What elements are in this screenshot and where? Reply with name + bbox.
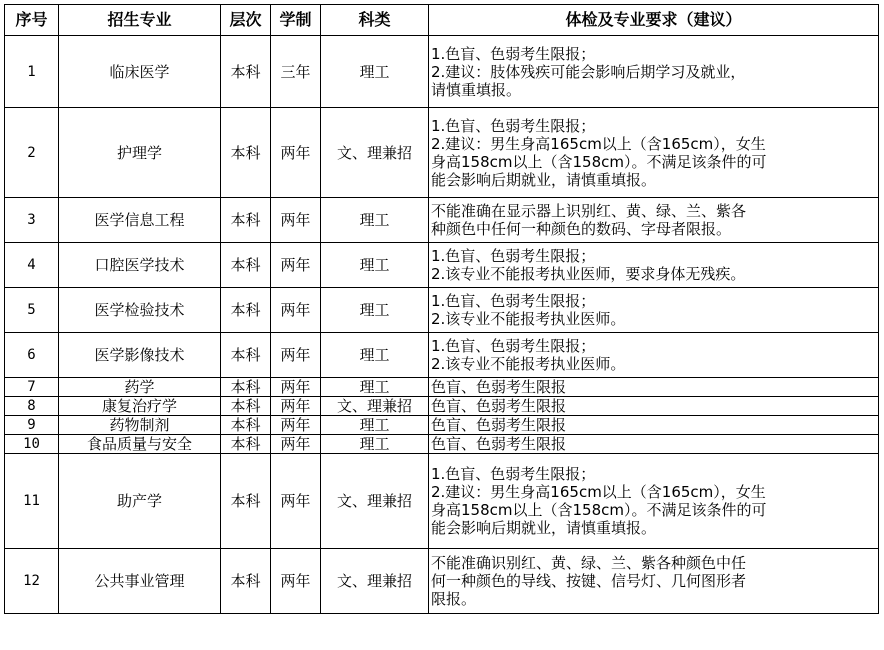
table-row [5,198,879,243]
requirement-line: 身高158cm以上（含158cm）。不满足该条件的可 [431,152,767,171]
table-row [5,243,879,288]
cell-years: 两年 [271,549,321,614]
cell-level: 本科 [221,243,271,288]
cell-category: 理工 [321,243,429,288]
cell-major: 临床医学 [59,36,221,108]
cell-category: 文、理兼招 [321,549,429,614]
table-row [5,454,879,549]
cell-years: 两年 [271,198,321,243]
cell-level: 本科 [221,454,271,549]
table-row [5,333,879,378]
header-row [5,5,879,36]
requirement-line: 能会影响后期就业，请慎重填报。 [431,170,657,189]
cell-years: 两年 [271,333,321,378]
requirement-line: 色盲、色弱考生限报 [431,435,567,453]
cell-major: 药物制剂 [59,416,221,435]
header-cell-requirements: 体检及专业要求（建议） [429,5,879,36]
cell-major: 口腔医学技术 [59,243,221,288]
cell-years: 两年 [271,108,321,198]
cell-category: 理工 [321,288,429,333]
header-cell-level: 层次 [221,5,271,36]
cell-category: 理工 [321,333,429,378]
cell-requirements [429,198,879,243]
requirement-line: 2.该专业不能报考执业医师，要求身体无残疾。 [431,265,746,283]
cell-requirements [429,435,879,454]
cell-requirements [429,108,879,198]
admissions-table-container [4,4,878,614]
cell-level: 本科 [221,397,271,416]
cell-major: 食品质量与安全 [59,435,221,454]
table-row [5,108,879,198]
cell-level: 本科 [221,108,271,198]
cell-years: 两年 [271,243,321,288]
cell-level: 本科 [221,416,271,435]
cell-level: 本科 [221,288,271,333]
requirement-line: 2.建议：肢体残疾可能会影响后期学习及就业， [431,62,746,81]
requirement-line: 不能准确在显示器上识别红、黄、绿、兰、紫各 [431,202,747,220]
requirement-line: 2.建议：男生身高165cm以上（含165cm），女生 [431,134,766,153]
table-row [5,435,879,454]
requirement-line: 色盲、色弱考生限报 [431,378,567,396]
requirement-line: 限报。 [431,590,477,608]
requirement-line: 不能准确识别红、黄、绿、兰、紫各种颜色中任 [431,554,747,572]
cell-requirements [429,454,879,549]
cell-years: 两年 [271,454,321,549]
table-row [5,288,879,333]
requirement-line: 2.该专业不能报考执业医师。 [431,355,626,373]
cell-years: 两年 [271,288,321,333]
cell-category: 文、理兼招 [321,454,429,549]
cell-requirements [429,36,879,108]
cell-no: 1 [5,36,59,108]
cell-level: 本科 [221,198,271,243]
cell-level: 本科 [221,549,271,614]
cell-major: 康复治疗学 [59,397,221,416]
cell-years: 三年 [271,36,321,108]
requirement-line: 2.该专业不能报考执业医师。 [431,310,626,328]
cell-category: 理工 [321,435,429,454]
header-cell-years: 学制 [271,5,321,36]
requirement-line: 能会影响后期就业，请慎重填报。 [431,519,657,537]
cell-requirements [429,378,879,397]
cell-no: 4 [5,243,59,288]
cell-category: 理工 [321,198,429,243]
requirement-line: 2.建议：男生身高165cm以上（含165cm），女生 [431,483,766,501]
requirement-line: 身高158cm以上（含158cm）。不满足该条件的可 [431,501,767,519]
cell-requirements [429,416,879,435]
cell-category: 文、理兼招 [321,397,429,416]
cell-no: 7 [5,378,59,397]
cell-level: 本科 [221,378,271,397]
requirement-line: 色盲、色弱考生限报 [431,397,567,415]
cell-no: 5 [5,288,59,333]
cell-years: 两年 [271,378,321,397]
cell-category: 理工 [321,416,429,435]
cell-major: 公共事业管理 [59,549,221,614]
requirement-line: 何一种颜色的导线、按键、信号灯、几何图形者 [431,572,747,590]
cell-no: 6 [5,333,59,378]
requirement-line: 1.色盲、色弱考生限报； [431,337,596,355]
cell-requirements [429,397,879,416]
table-body [5,36,879,614]
table-row [5,416,879,435]
cell-requirements [429,243,879,288]
cell-major: 护理学 [59,108,221,198]
requirement-line: 1.色盲、色弱考生限报； [431,247,596,265]
header-cell-no: 序号 [5,5,59,36]
cell-years: 两年 [271,416,321,435]
cell-no: 8 [5,397,59,416]
cell-no: 2 [5,108,59,198]
cell-level: 本科 [221,333,271,378]
cell-no: 12 [5,549,59,614]
table-row [5,397,879,416]
cell-major: 医学信息工程 [59,198,221,243]
cell-requirements [429,549,879,614]
table-row [5,378,879,397]
cell-requirements [429,288,879,333]
requirement-line: 1.色盲、色弱考生限报； [431,465,596,483]
cell-major: 医学影像技术 [59,333,221,378]
cell-category: 理工 [321,36,429,108]
cell-years: 两年 [271,397,321,416]
cell-level: 本科 [221,36,271,108]
admissions-table [4,4,879,614]
cell-years: 两年 [271,435,321,454]
header-cell-major: 招生专业 [59,5,221,36]
cell-no: 9 [5,416,59,435]
cell-no: 10 [5,435,59,454]
header-cell-category: 科类 [321,5,429,36]
cell-category: 理工 [321,378,429,397]
cell-major: 医学检验技术 [59,288,221,333]
cell-no: 11 [5,454,59,549]
cell-major: 药学 [59,378,221,397]
cell-level: 本科 [221,435,271,454]
cell-major: 助产学 [59,454,221,549]
requirement-line: 种颜色中任何一种颜色的数码、字母者限报。 [431,220,732,238]
table-row [5,549,879,614]
table-row [5,36,879,108]
requirement-line: 色盲、色弱考生限报 [431,416,567,434]
requirement-line: 请慎重填报。 [431,80,522,99]
requirement-line: 1.色盲、色弱考生限报； [431,116,596,135]
cell-no: 3 [5,198,59,243]
cell-requirements [429,333,879,378]
requirement-line: 1.色盲、色弱考生限报； [431,292,596,310]
requirement-line: 1.色盲、色弱考生限报； [431,44,596,63]
cell-category: 文、理兼招 [321,108,429,198]
